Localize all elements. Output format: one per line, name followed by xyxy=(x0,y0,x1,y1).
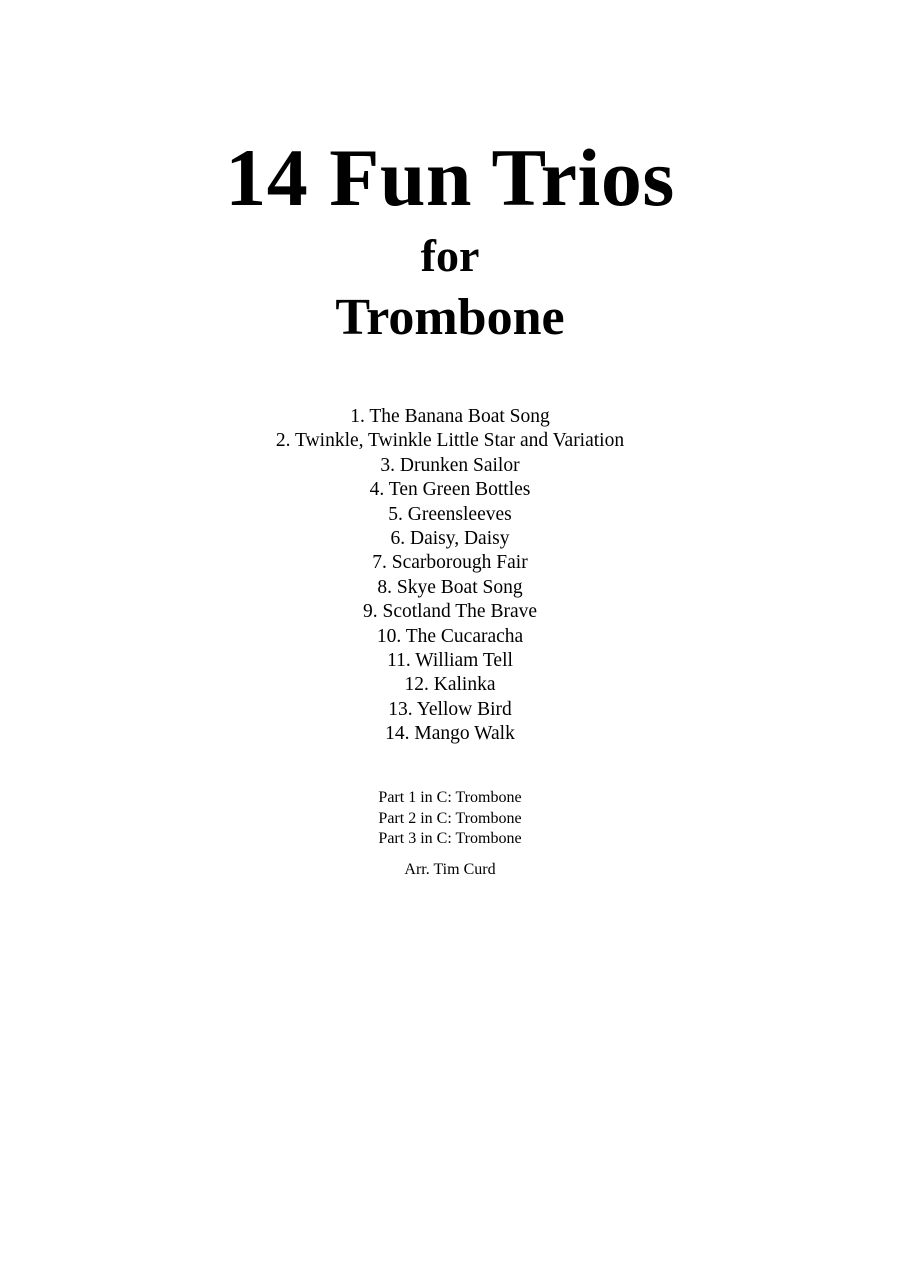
song-item: 7. Scarborough Fair xyxy=(372,552,528,574)
song-item: 12. Kalinka xyxy=(404,674,496,696)
document-title: 14 Fun Trios xyxy=(225,132,675,223)
song-item: 8. Skye Boat Song xyxy=(377,576,523,598)
part-item: Part 2 in C: Trombone xyxy=(378,809,522,827)
part-item: Part 1 in C: Trombone xyxy=(378,789,522,806)
song-item: 5. Greensleeves xyxy=(388,503,512,525)
parts-list xyxy=(0,788,900,850)
song-item: 10. The Cucaracha xyxy=(376,625,524,647)
arranger-credit: Arr. Tim Curd xyxy=(404,861,496,878)
song-item: 4. Ten Green Bottles xyxy=(369,479,531,501)
song-item: 13. Yellow Bird xyxy=(388,698,512,720)
song-item: 2. Twinkle, Twinkle Little Star and Variation xyxy=(275,430,625,452)
part-item: Part 3 in C: Trombone xyxy=(378,830,522,847)
song-list xyxy=(0,405,900,746)
song-item: 9. Scotland The Brave xyxy=(362,601,537,623)
song-item: 11. William Tell xyxy=(387,649,513,671)
song-item: 3. Drunken Sailor xyxy=(380,454,520,476)
subtitle-for: for xyxy=(420,230,480,281)
song-item: 1. The Banana Boat Song xyxy=(350,406,550,427)
subtitle-instrument: Trombone xyxy=(335,289,565,346)
song-item: 6. Daisy, Daisy xyxy=(390,527,510,549)
song-item: 14. Mango Walk xyxy=(385,723,515,745)
